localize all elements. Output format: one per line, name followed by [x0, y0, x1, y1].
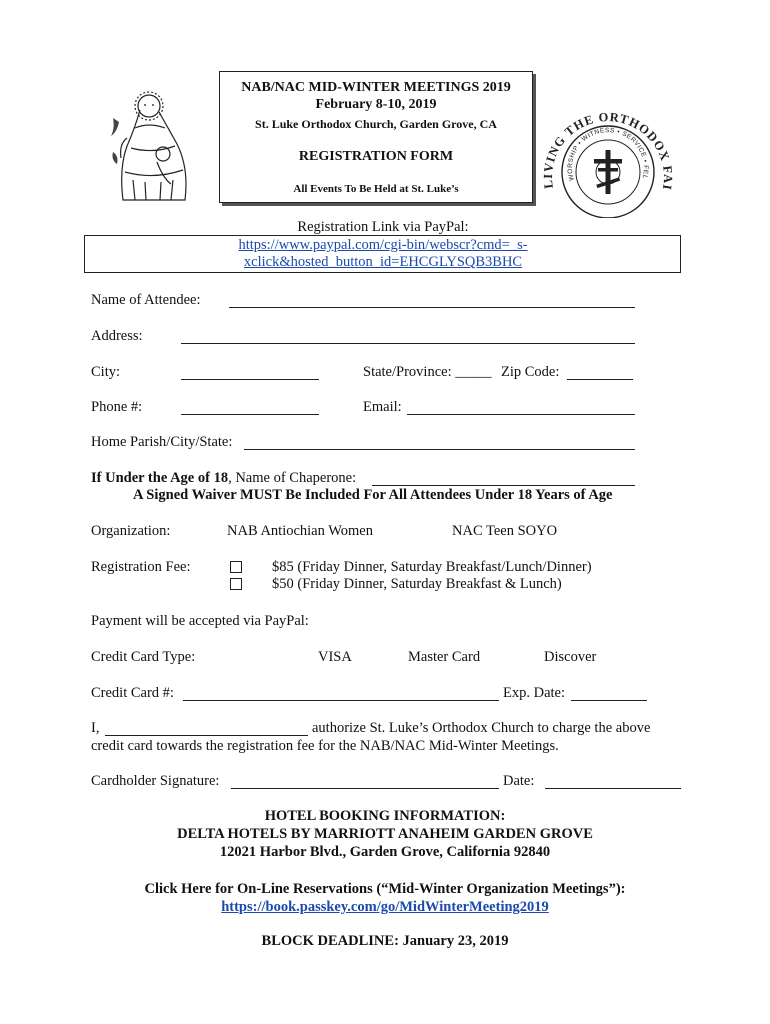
block-deadline: BLOCK DEADLINE: January 23, 2019	[261, 933, 509, 949]
reservation-instructions: Click Here for On-Line Reservations (“Mid-Winter Organization Meetings”):	[144, 881, 626, 897]
form-title: REGISTRATION FORM	[298, 149, 454, 164]
name-field[interactable]	[229, 293, 635, 308]
parish-label: Home Parish/City/State:	[91, 434, 233, 450]
chaperone-line	[91, 470, 356, 487]
cc-option-visa[interactable]: VISA	[318, 649, 352, 665]
zip-label: Zip Code:	[501, 364, 560, 380]
fee-50-label: $50 (Friday Dinner, Saturday Breakfast & Lunch)	[272, 576, 562, 592]
waiver-notice: A Signed Waiver MUST Be Included For All Attendees Under 18 Years of Age	[133, 487, 613, 503]
signature-label: Cardholder Signature:	[91, 773, 220, 789]
city-field[interactable]	[181, 365, 319, 380]
credit-card-number-field[interactable]	[183, 686, 499, 701]
events-note: All Events To Be Held at St. Luke’s	[293, 183, 459, 195]
exp-date-label: Exp. Date:	[503, 685, 566, 701]
address-label: Address:	[91, 328, 143, 344]
chaperone-label: , Name of Chaperone:	[228, 470, 357, 486]
event-dates: February 8-10, 2019	[315, 97, 437, 112]
signature-date-label: Date:	[503, 773, 535, 789]
passkey-reservation-link[interactable]: https://book.passkey.com/go/MidWinterMeeting2019	[221, 899, 549, 915]
chaperone-field[interactable]	[372, 471, 635, 486]
registration-label: Registration Link via PayPal:	[297, 219, 469, 235]
authorization-text: authorize St. Luke’s Orthodox Church to charge the above	[312, 720, 651, 736]
email-field[interactable]	[407, 400, 635, 415]
cc-option-discover[interactable]: Discover	[544, 649, 597, 665]
paypal-url-line2: xclick&hosted_button_id=EHCGLYSQB3BHC	[243, 254, 523, 270]
address-field[interactable]	[181, 329, 635, 344]
hotel-address: 12021 Harbor Blvd., Garden Grove, California 92840	[219, 844, 551, 860]
organization-label: Organization:	[91, 523, 171, 539]
org-option-nac[interactable]: NAC Teen SOYO	[452, 523, 558, 539]
authorizer-name-field[interactable]	[105, 721, 308, 736]
cc-option-mastercard[interactable]: Master Card	[408, 649, 481, 665]
name-label: Name of Attendee:	[91, 292, 201, 308]
under18-label: If Under the Age of 18	[91, 470, 229, 486]
orthodox-faith-seal-logo	[540, 96, 675, 218]
registration-fee-label: Registration Fee:	[91, 559, 191, 575]
phone-field[interactable]	[181, 400, 319, 415]
email-label: Email:	[363, 399, 402, 415]
city-label: City:	[91, 364, 121, 380]
cross-icon	[594, 150, 622, 194]
paypal-url-line1: https://www.paypal.com/cgi-bin/webscr?cmd=_s-	[238, 237, 528, 253]
signature-date-field[interactable]	[545, 774, 681, 789]
fee-50-checkbox[interactable]	[230, 578, 242, 590]
fee-85-label: $85 (Friday Dinner, Saturday Breakfast/Lunch/Dinner)	[272, 559, 592, 575]
event-location: St. Luke Orthodox Church, Garden Grove, CA	[255, 117, 497, 131]
authorization-prefix: I,	[91, 720, 100, 736]
credit-card-type-label: Credit Card Type:	[91, 649, 196, 665]
zip-field[interactable]	[567, 365, 633, 380]
exp-date-field[interactable]	[571, 686, 647, 701]
signature-field[interactable]	[231, 774, 499, 789]
hotel-heading: HOTEL BOOKING INFORMATION:	[264, 808, 506, 824]
header-box	[219, 71, 533, 203]
phone-label: Phone #:	[91, 399, 143, 415]
hotel-name: DELTA HOTELS BY MARRIOTT ANAHEIM GARDEN GROVE	[177, 826, 593, 842]
parish-field[interactable]	[244, 435, 635, 450]
seal-inner-text: WORSHIP • WITNESS • SERVICE • FEL	[566, 127, 650, 182]
saint-icon-illustration	[105, 88, 200, 208]
seal-outer-text: LIVING THE ORTHODOX FAI	[540, 109, 675, 192]
event-name: NAB/NAC MID-WINTER MEETINGS 2019	[241, 80, 511, 95]
state-label: State/Province: _____	[363, 364, 492, 380]
fee-85-checkbox[interactable]	[230, 561, 242, 573]
org-option-nab[interactable]: NAB Antiochian Women	[227, 523, 373, 539]
authorization-text-line2: credit card towards the registration fee for the NAB/NAC Mid-Winter Meetings.	[91, 738, 559, 754]
payment-note: Payment will be accepted via PayPal:	[91, 613, 309, 629]
credit-card-number-label: Credit Card #:	[91, 685, 174, 701]
paypal-registration-link[interactable]	[238, 237, 527, 270]
